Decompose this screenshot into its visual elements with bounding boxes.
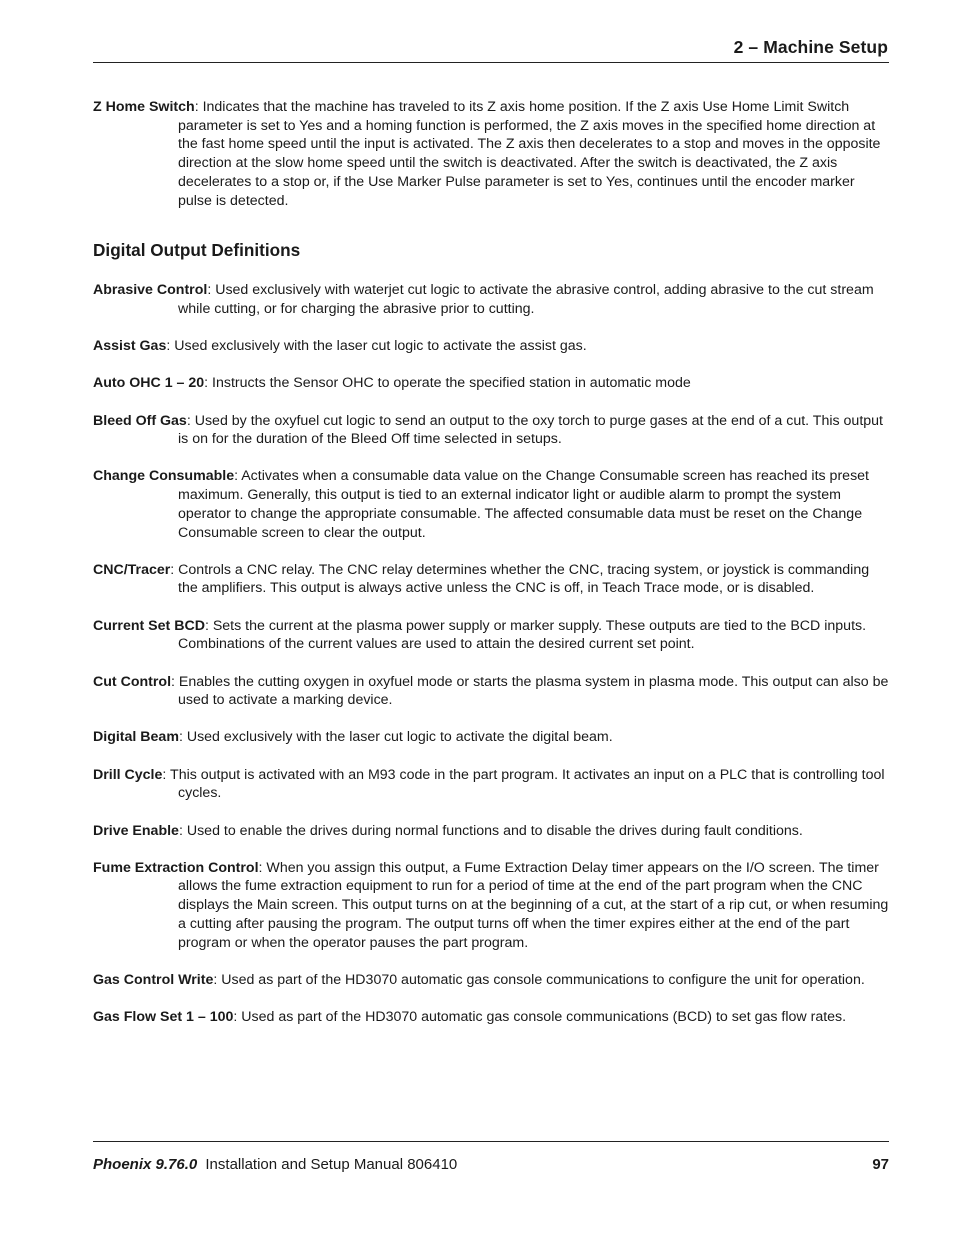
definition-term: Drill Cycle — [93, 766, 163, 783]
definition-text: : Indicates that the machine has traveled to its Z axis home position. If the Z axis Use Home Limit Switch parameter is set to Yes and a homing function is performed, the Z axis moves in the specified home direction at the fast home speed until the input is activated. The Z axis then decelerates to a stop and moves in the opposite direction at the slow home speed until the switch is deactivated. After the switch is deactivated, the Z axis decelerates to a stop or, if the Use Marker Pulse parameter is set to Yes, continues until the encoder marker pulse is detected. — [178, 99, 881, 209]
definition-term: Fume Extraction Control — [93, 859, 259, 876]
footer-product-name: Phoenix 9.76.0 — [93, 1156, 198, 1173]
definition-entry — [93, 617, 889, 654]
definition-text: : Used as part of the HD3070 automatic gas console communications (BCD) to set gas flow rates. — [233, 1009, 847, 1025]
definition-term: Bleed Off Gas — [93, 412, 187, 429]
definition-term: Abrasive Control — [93, 282, 208, 299]
definition-text: : Controls a CNC relay. The CNC relay determines whether the CNC, tracing system, or joystick is commanding the amplifiers. This output is always active unless the CNC is off, in Teach Trace mode, or is disabled. — [170, 561, 870, 597]
definition-entry — [93, 728, 889, 747]
definition-text: : Instructs the Sensor OHC to operate the specified station in automatic mode — [204, 375, 691, 392]
definition-entry — [93, 1008, 889, 1027]
definition-entry — [93, 822, 889, 841]
definition-term: Change Consumable — [93, 468, 235, 485]
section-heading: Digital Output Definitions — [93, 240, 301, 261]
footer-manual-title: Installation and Setup Manual 806410 — [205, 1156, 458, 1173]
definition-term: Auto OHC 1 – 20 — [93, 375, 205, 392]
definition-entry — [93, 561, 889, 598]
definition-entry — [93, 971, 889, 990]
definition-term: Z Home Switch — [93, 99, 195, 115]
definition-text: : This output is activated with an M93 code in the part program. It activates an input on a PLC that is controlling tool cycles. — [162, 766, 885, 802]
definition-entry — [93, 673, 889, 710]
definition-text: : Activates when a consumable data value on the Change Consumable screen has reached its preset maximum. Generally, this output is tied to an external indicator light or audible alarm to prompt the system operator to change the appropriate consumable. The affected consumable data must be reset on the Change Consumable screen to clear the output. — [178, 468, 869, 541]
definition-entry — [93, 467, 889, 542]
footer-divider — [93, 1141, 889, 1142]
definition-term: Digital Beam — [93, 729, 179, 746]
definition-term: Gas Control Write — [93, 971, 214, 988]
definition-text: : Used exclusively with the laser cut logic to activate the assist gas. — [166, 338, 587, 355]
header-divider — [93, 62, 889, 63]
definition-text: : Used exclusively with waterjet cut logic to activate the abrasive control, adding abrasive to the cut stream while cutting, or for charging the abrasive prior to cutting. — [178, 282, 874, 317]
definition-text: : Used exclusively with the laser cut logic to activate the digital beam. — [178, 729, 613, 746]
definition-entry — [93, 374, 889, 393]
definition-entry — [93, 337, 889, 356]
definition-text: : Used to enable the drives during normal functions and to disable the drives during fault conditions. — [178, 822, 803, 839]
page-content — [93, 98, 889, 1045]
page-header-title: 2 – Machine Setup — [733, 37, 888, 57]
page-footer — [93, 1156, 889, 1174]
definition-entry — [93, 412, 889, 449]
definition-term: CNC/Tracer — [93, 561, 171, 578]
definition-text: : Enables the cutting oxygen in oxyfuel mode or starts the plasma system in plasma mode. This output can also be used to activate a marking device. — [171, 673, 889, 709]
definition-text: : Used as part of the HD3070 automatic gas console communications to configure the unit for operation. — [213, 971, 865, 988]
definition-term: Cut Control — [93, 673, 172, 690]
definition-entry — [93, 281, 889, 318]
definition-text: : When you assign this output, a Fume Extraction Delay timer appears on the I/O screen. The timer allows the fume extraction equipment to run for a period of time at the end of the part program when the CNC displays the Main screen. This output turns on at the beginning of a cut, at the start of a rip cut, or when resuming a cutting after pausing the program. The output turns off when the timer expires either at the end of the part program or when the operator pauses the part program. — [178, 859, 889, 951]
definition-entry — [93, 859, 889, 953]
definition-text: : Sets the current at the plasma power supply or marker supply. These outputs are tied to the BCD inputs. Combinations of the current values are used to attain the desired current set point. — [178, 617, 867, 653]
definition-term: Assist Gas — [93, 338, 167, 355]
definition-term: Gas Flow Set 1 – 100 — [93, 1009, 234, 1025]
definition-text: : Used by the oxyfuel cut logic to send an output to the oxy torch to purge gases at the end of a cut. This output is on for the duration of the Bleed Off time selected in setups. — [178, 412, 883, 448]
definition-term: Drive Enable — [93, 822, 179, 839]
definition-entry — [93, 98, 889, 210]
definition-term: Current Set BCD — [93, 617, 205, 634]
definition-entry — [93, 766, 889, 803]
page-number: 97 — [872, 1156, 889, 1173]
